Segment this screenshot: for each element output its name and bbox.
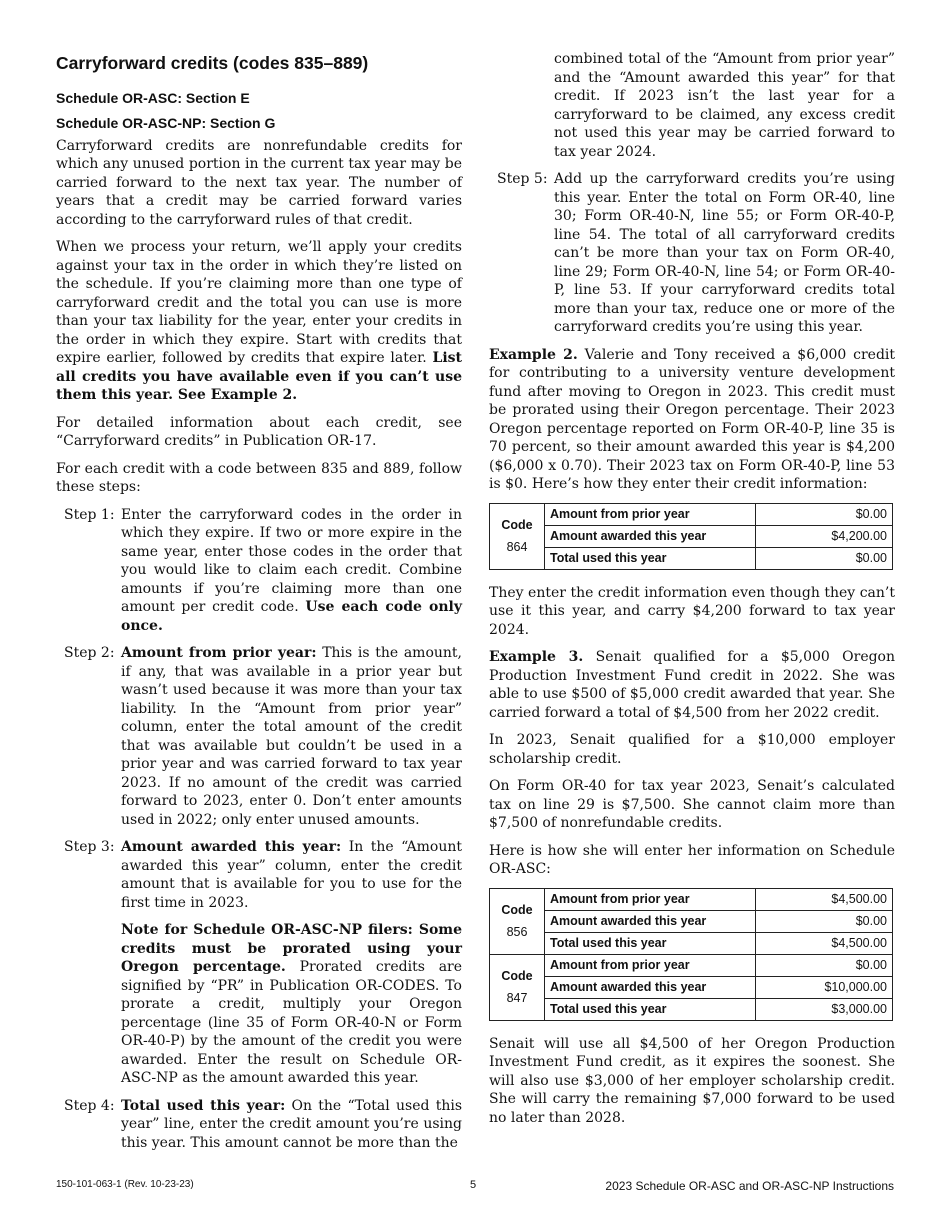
left-column: [56, 50, 462, 1161]
step-label: Step 4:: [64, 1097, 115, 1114]
step-3: Step 3: Amount awarded this year: In the “Amount awarded this year” column, enter the credit amount that is available for you to use for the first time in 2023. Note for Schedule OR-ASC-NP filers: Some credits must be prorated using your Oregon percentage. Prorated credits are signified by “PR” in Publication OR-CODES. To prorate a credit, multiply your Oregon percentage (line 35 of Form OR-40-N or Form OR-40-P) by the amount of the credit you were awarded. Enter the result on Schedule OR-ASC-NP as the amount awarded this year.: [64, 839, 463, 1086]
subheading-or-asc-np: Schedule OR-ASC-NP: Section G: [56, 115, 276, 131]
section-heading: Carryforward credits (codes 835–889): [56, 53, 369, 73]
example-3-p2: In 2023, Senait qualified for a $10,000 employer scholarship credit.: [489, 732, 895, 767]
step-2: Step 2: Amount from prior year: This is the amount, if any, that was available in a prior year but wasn’t used because it was more than your tax liability. In the “Amount from prior year” column, enter the total amount of the credit that was available but couldn’t be used in a prior year and was carried forward to tax year 2023. If no amount of the credit was carried forward to 2023, enter 0. Don’t enter amounts used in 2022; only enter unused amounts.: [64, 645, 462, 828]
step-label: Step 1:: [64, 506, 115, 523]
steps-intro: For each credit with a code between 835 and 889, follow these steps:: [56, 460, 462, 495]
detailed-info-paragraph: For detailed information about each credit, see “Carryforward credits” in Publication OR-17.: [56, 414, 462, 449]
step-label: Step 3:: [64, 839, 115, 855]
code-cell: Code 864: [490, 503, 545, 569]
code-cell: Code 856: [490, 888, 545, 954]
subheading-or-asc: Schedule OR-ASC: Section E: [56, 89, 250, 106]
example-3-p4: Here is how she will enter her information on Schedule OR-ASC:: [489, 842, 895, 877]
intro-paragraph: Carryforward credits are nonrefundable credits for which any unused portion in the current tax year may be carried forward to the next tax year. The number of years that a credit may be carried forward varies according to the carryforward rules of that credit.: [56, 137, 462, 228]
step-label: Step 2:: [64, 645, 115, 661]
process-paragraph: When we process your return, we’ll apply your credits against your tax in the order in which they’re listed on the schedule. If you’re claiming more than one type of carryforward credit and the total you can use is more than your tax liability for the year, enter your credits in the order in which they expire. Start with credits that expire earlier, followed by credits that expire later. List all credits you have available even if you can’t use them this year. See Example 2.: [56, 239, 462, 403]
step-1: Step 1: Enter the carryforward codes in the order in which they expire. If two or more expire in the same year, enter those codes in the order that you would like to claim each credit. Combine amounts if you’re claiming more than one amount per credit code. Use each code only once.: [64, 506, 462, 634]
right-column: [489, 50, 895, 1136]
page-number: 5: [470, 1179, 477, 1191]
example-3: Example 3. Senait qualified for a $5,000 Oregon Production Investment Fund credit in 2022. She was able to use $500 of $5,000 credit awarded that year. She carried forward a total of $4,500 from her 2022 credit.: [489, 649, 896, 721]
example-3-table: Code 856 Amount from prior year $4,500.00 Amount awarded this year $0.00 Total used this year $4,500.00 Code 847 Amount from prior year $0.00 Amount awarded this year $10,000.00 Total used this year $3,000.00: [489, 888, 893, 1021]
form-id: 150-101-063-1 (Rev. 10-23-23): [56, 1179, 194, 1190]
step-4-continued: combined total of the “Amount from prior year” and the “Amount awarded this year” for that credit. If 2023 isn’t the last year for a carryforward to be claimed, any excess credit not used this year may be carried forward to tax year 2024.: [554, 51, 895, 160]
example-2: Example 2. Valerie and Tony received a $6,000 credit for contributing to a university venture development fund after moving to Oregon in 2023. This credit must be prorated using their Oregon percentage. Their 2023 Oregon percentage reported on Form OR-40-P, line 35 is 70 percent, so their amount awarded this year is $4,200 ($6,000 x 0.70). Their 2023 tax on Form OR-40-P, line 53 is $0. Here’s how they enter their credit information:: [489, 346, 896, 492]
code-cell: Code 847: [490, 954, 545, 1020]
step-5: Step 5: Add up the carryforward credits you’re using this year. Enter the total on Form OR-40, line 30; Form OR-40-N, line 55; or Form OR-40-P, line 54. The total of all carryforward credits can’t be more than your tax on Form OR-40, line 29; Form OR-40-N, line 54; or Form OR-40-P, line 53. If your carryforward credits total more than your tax, reduce one or more of the carryforward credits you’re using this year.: [497, 171, 895, 335]
example-3-p3: On Form OR-40 for tax year 2023, Senait’s calculated tax on line 29 is $7,500. She cannot claim more than $7,500 of nonrefundable credits.: [489, 778, 895, 831]
prorate-note: Note for Schedule OR-ASC-NP filers: Some credits must be prorated using your Oregon percentage. Prorated credits are signified by “PR” in Publication OR-CODES. To prorate a credit, multiply your Oregon percentage (line 35 of Form OR-40-N or Form OR-40-P) by the amount of the credit you were awarded. Enter the result on Schedule OR-ASC-NP as the amount awarded this year.: [121, 922, 463, 1086]
example-3-after: Senait will use all $4,500 of her Oregon Production Investment Fund credit, as it expires the soonest. She will also use $3,000 of her employer scholarship credit. She will carry the remaining $7,000 forward to be used no later than 2028.: [489, 1035, 895, 1126]
step-4: Step 4: Total used this year: On the “Total used this year” line, enter the credit amount you’re using this year. This amount cannot be more than the: [64, 1097, 463, 1151]
footer-title: 2023 Schedule OR-ASC and OR-ASC-NP Instructions: [605, 1179, 894, 1193]
example-2-table: Code 864 Amount from prior year $0.00 Amount awarded this year $4,200.00 Total used this year $0.00: [489, 503, 893, 570]
step-label: Step 5:: [497, 171, 548, 187]
example-2-after: They enter the credit information even though they can’t use it this year, and carry $4,200 forward to tax year 2024.: [489, 584, 895, 638]
